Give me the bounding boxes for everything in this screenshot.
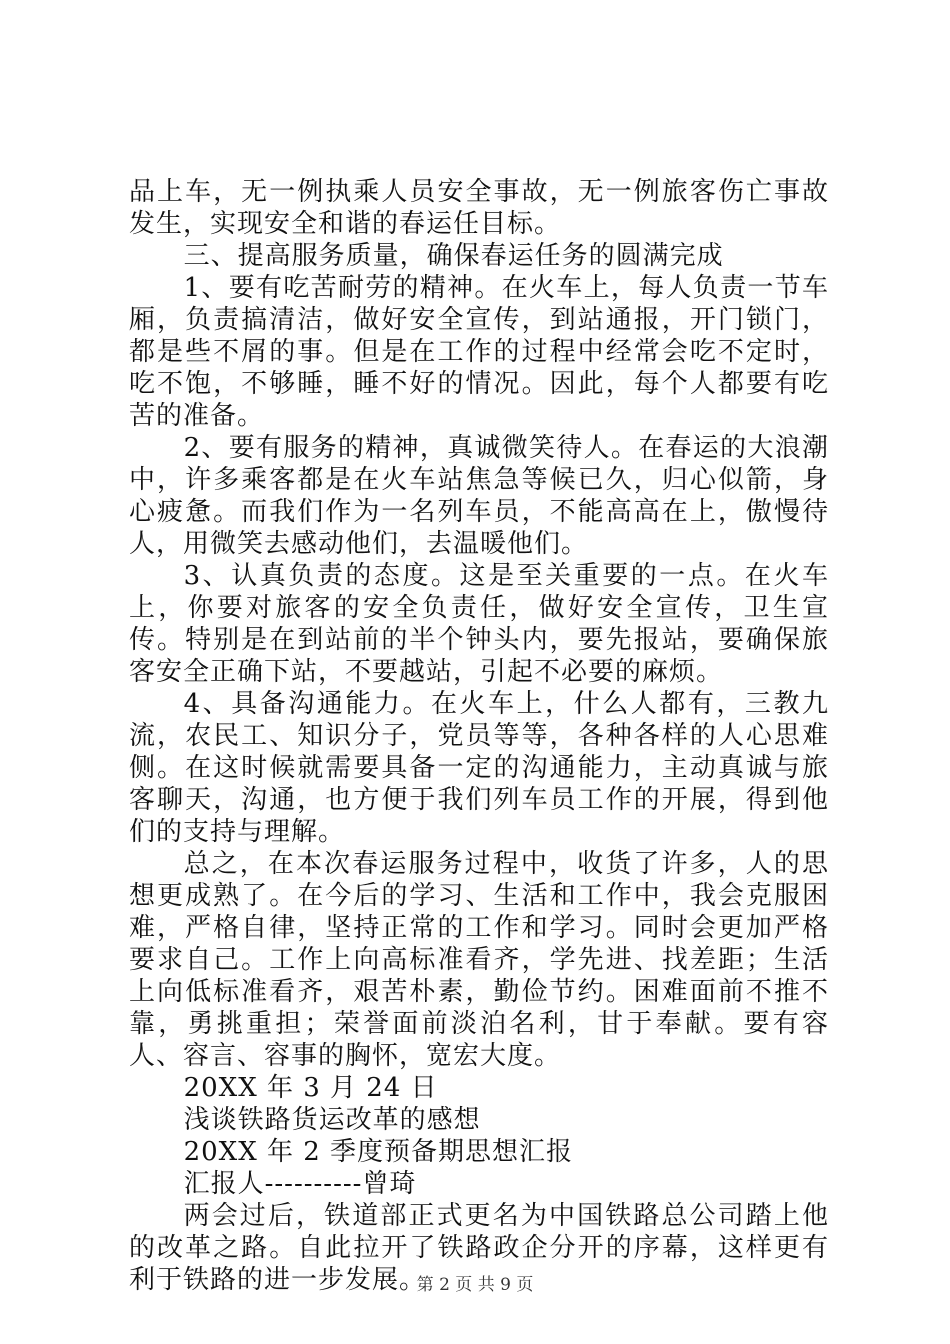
section-heading-service-quality: 三、提高服务质量，确保春运任务的圆满完成 — [183, 241, 724, 271]
paragraph-conclusion: 总之，在本次春运服务过程中，收货了许多，人的思想更成熟了。在今后的学习、生活和工作中，我会克服困难，严格自律，坚持正常的工作和学习。同时会更加严格要求自己。工作上向高标准看齐，学先进、找差距；生活上向低标准看齐，艰苦朴素，勤俭节约。困难面前不推不靠，勇挑重担；荣誉面前淡泊名利，甘于奉献。要有容人、容言、容事的胸怀，宽宏大度。 — [129, 849, 829, 1071]
article-title: 浅谈铁路货运改革的感想 — [183, 1105, 481, 1135]
paragraph-railway-reform: 两会过后，铁道部正式更名为中国铁路总公司踏上他的改革之路。自此拉开了铁路政企分开的序幕，这样更有利于铁路的进一步发展。 — [129, 1201, 829, 1295]
paragraph-communication: 4、具备沟通能力。在火车上，什么人都有，三教九流，农民工、知识分子，党员等等，各种各样的人心思难侧。在这时候就需要具备一定的沟通能力，主动真诚与旅客聊天，沟通，也方便于我们列车员工作的开展，得到他们的支持与理解。 — [129, 689, 829, 847]
document-body — [129, 176, 829, 1296]
page-number-footer: 第 2 页 共 9 页 — [416, 1275, 534, 1295]
date-line: 20XX 年 3 月 24 日 — [183, 1073, 438, 1103]
paragraph-safety-summary: 品上车，无一例执乘人员安全事故，无一例旅客伤亡事故发生，实现安全和谐的春运任目标。 — [129, 177, 829, 239]
paragraph-hardship: 1、要有吃苦耐劳的精神。在火车上，每人负责一节车厢，负责搞清洁，做好安全宣传，到站通报，开门锁门，都是些不屑的事。但是在工作的过程中经常会吃不定时，吃不饱，不够睡，睡不好的情况。因此，每个人都要有吃苦的准备。 — [129, 273, 829, 431]
paragraph-service-spirit: 2、要有服务的精神，真诚微笑待人。在春运的大浪潮中，许多乘客都是在火车站焦急等候已久，归心似箭，身心疲惫。而我们作为一名列车员，不能高高在上，傲慢待人，用微笑去感动他们，去温暖他们。 — [129, 433, 829, 559]
reporter-line: 汇报人----------曾琦 — [183, 1169, 417, 1199]
report-title: 20XX 年 2 季度预备期思想汇报 — [183, 1137, 574, 1167]
paragraph-responsibility: 3、认真负责的态度。这是至关重要的一点。在火车上，你要对旅客的安全负责任，做好安全宣传，卫生宣传。特别是在到站前的半个钟头内，要先报站，要确保旅客安全正确下站，不要越站，引起不必要的麻烦。 — [129, 561, 829, 687]
